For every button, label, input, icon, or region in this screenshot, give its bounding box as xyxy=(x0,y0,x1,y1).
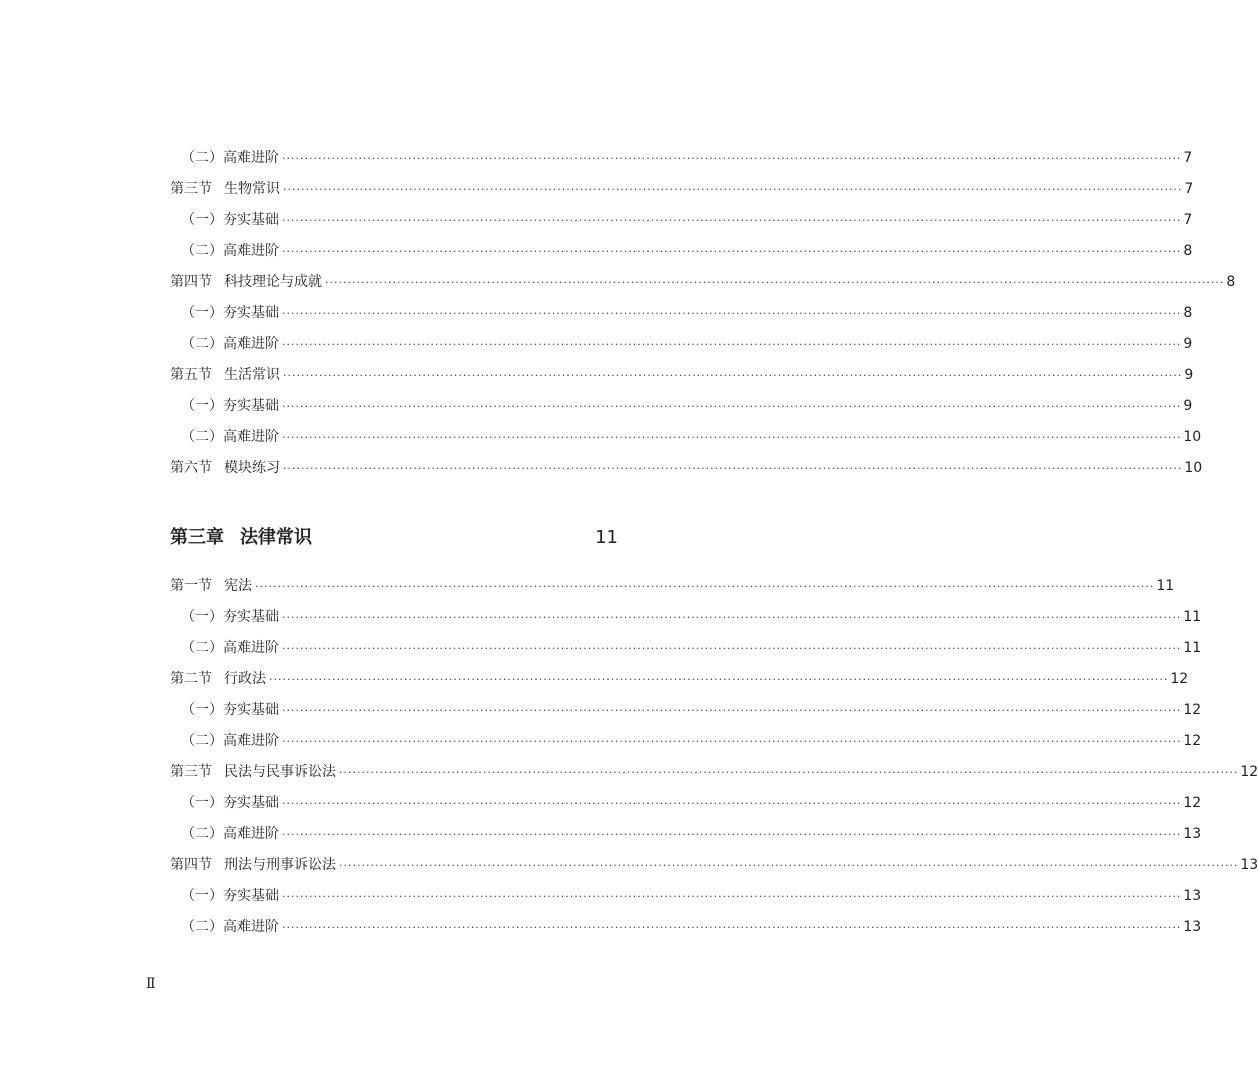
toc-subentry[interactable] xyxy=(170,788,1202,819)
toc-subentry[interactable] xyxy=(170,695,1202,726)
toc-page-number: 9 xyxy=(1183,398,1193,414)
dot-leader: ········································································································································································································ xyxy=(339,766,1239,779)
dot-leader: ········································································································································································································ xyxy=(282,338,1182,351)
toc-page-number: 11 xyxy=(1183,640,1202,656)
toc-entry-label: （二）高难进阶 xyxy=(181,826,279,842)
section-number: 第三节 xyxy=(170,181,212,197)
section-number: 第四节 xyxy=(170,274,212,290)
toc-entry-label: （一）夯实基础 xyxy=(181,702,279,718)
toc-section-entry[interactable] xyxy=(170,453,1203,484)
dot-leader: ········································································································································································································ xyxy=(282,400,1182,413)
dot-leader: ········································································································································································································ xyxy=(282,921,1182,934)
dot-leader: ········································································································································································································ xyxy=(282,214,1182,227)
toc-section-entry[interactable] xyxy=(170,174,1194,205)
section-number: 第一节 xyxy=(170,578,212,594)
toc-page-number: 12 xyxy=(1170,671,1189,687)
dot-leader: ········································································································································································································ xyxy=(282,735,1182,748)
section-title: 生物常识 xyxy=(224,181,280,197)
toc-entry-label xyxy=(170,850,336,881)
section-number: 第五节 xyxy=(170,367,212,383)
toc-entry-label: （一）夯实基础 xyxy=(181,398,279,414)
chapter-page-number: 11 xyxy=(595,527,618,548)
toc-page-number: 13 xyxy=(1183,919,1202,935)
dot-leader: ········································································································································································································ xyxy=(339,859,1239,872)
toc-section-entry[interactable] xyxy=(170,850,1258,881)
toc-subentry[interactable] xyxy=(170,819,1202,850)
dot-leader: ········································································································································································································ xyxy=(282,152,1182,165)
toc-section-entry[interactable] xyxy=(170,267,1236,298)
toc-entry-label: （一）夯实基础 xyxy=(181,212,279,228)
toc-page-number: 11 xyxy=(1156,578,1175,594)
dot-leader: ········································································································································································································ xyxy=(282,431,1182,444)
toc-entry-label xyxy=(170,174,280,205)
toc-page-number: 10 xyxy=(1184,460,1203,476)
folio: Ⅱ xyxy=(146,977,156,992)
toc-section-entry[interactable] xyxy=(170,664,1189,695)
dot-leader: ········································································································································································································ xyxy=(325,276,1225,289)
dot-leader: ········································································································································································································ xyxy=(282,611,1182,624)
toc-page-number: 9 xyxy=(1184,367,1194,383)
toc-page-number: 8 xyxy=(1183,243,1193,259)
section-title: 生活常识 xyxy=(224,367,280,383)
toc-entry-label xyxy=(170,664,266,695)
toc-subentry[interactable] xyxy=(170,143,1193,174)
dot-leader: ········································································································································································································ xyxy=(283,183,1183,196)
dot-leader: ········································································································································································································ xyxy=(282,642,1182,655)
dot-leader: ········································································································································································································ xyxy=(282,890,1182,903)
toc-entry-label xyxy=(170,757,336,788)
toc-entry-label: （二）高难进阶 xyxy=(181,336,279,352)
toc-subentry[interactable] xyxy=(170,236,1193,267)
section-title: 行政法 xyxy=(224,671,266,687)
dot-leader: ········································································································································································································ xyxy=(282,828,1182,841)
toc-page-number: 10 xyxy=(1183,429,1202,445)
toc-subentry[interactable] xyxy=(170,633,1202,664)
toc-page-number: 12 xyxy=(1183,733,1202,749)
section-number: 第三节 xyxy=(170,764,212,780)
section-title: 刑法与刑事诉讼法 xyxy=(224,857,336,873)
dot-leader: ········································································································································································································ xyxy=(282,797,1182,810)
dot-leader: ········································································································································································································ xyxy=(255,580,1155,593)
toc-subentry[interactable] xyxy=(170,205,1193,236)
dot-leader: ········································································································································································································ xyxy=(283,462,1183,475)
toc-subentry[interactable] xyxy=(170,329,1193,360)
toc-page-number: 12 xyxy=(1240,764,1258,780)
toc-subentry[interactable] xyxy=(170,602,1202,633)
toc-entry-label xyxy=(170,360,280,391)
toc-entry-label: （一）夯实基础 xyxy=(181,305,279,321)
toc-entry-label xyxy=(170,453,280,484)
section-title: 宪法 xyxy=(224,578,252,594)
toc-entry-label: （一）夯实基础 xyxy=(181,609,279,625)
dot-leader: ········································································································································································································ xyxy=(282,704,1182,717)
toc-entry-label xyxy=(170,571,252,602)
toc-page-number: 8 xyxy=(1226,274,1236,290)
toc-entry-label: （二）高难进阶 xyxy=(181,919,279,935)
toc-page-number: 11 xyxy=(1183,609,1202,625)
toc-entry-label xyxy=(170,267,322,298)
toc-page-number: 8 xyxy=(1183,305,1193,321)
toc-page-number: 7 xyxy=(1183,150,1193,166)
toc-entry-label: （二）高难进阶 xyxy=(181,640,279,656)
dot-leader: ········································································································································································································ xyxy=(283,369,1183,382)
toc-entry-label: （二）高难进阶 xyxy=(181,243,279,259)
toc-entry-label: （一）夯实基础 xyxy=(181,888,279,904)
section-number: 第四节 xyxy=(170,857,212,873)
toc-page-number: 13 xyxy=(1240,857,1258,873)
section-title: 民法与民事诉讼法 xyxy=(224,764,336,780)
toc-page-number: 7 xyxy=(1183,212,1193,228)
section-title: 模块练习 xyxy=(224,460,280,476)
toc-list-bottom xyxy=(170,571,1258,943)
dot-leader: ········································································································································································································ xyxy=(269,673,1169,686)
toc-subentry[interactable] xyxy=(170,298,1193,329)
toc-list-top xyxy=(170,143,1236,484)
chapter-title-group xyxy=(170,522,312,554)
toc-page-number: 12 xyxy=(1183,795,1202,811)
toc-page-number: 7 xyxy=(1184,181,1194,197)
section-number: 第二节 xyxy=(170,671,212,687)
toc-entry-label: （二）高难进阶 xyxy=(181,150,279,166)
toc-page-number: 12 xyxy=(1183,702,1202,718)
toc-page-number: 9 xyxy=(1183,336,1193,352)
toc-entry-label: （一）夯实基础 xyxy=(181,795,279,811)
toc-subentry[interactable] xyxy=(170,422,1202,453)
toc-subentry[interactable] xyxy=(170,912,1202,943)
section-title: 科技理论与成就 xyxy=(224,274,322,290)
toc-section-entry[interactable] xyxy=(170,757,1258,788)
toc-page-number: 13 xyxy=(1183,888,1202,904)
toc-subentry[interactable] xyxy=(170,881,1202,912)
toc-entry-label: （二）高难进阶 xyxy=(181,733,279,749)
chapter-number: 第三章 xyxy=(170,527,224,548)
toc-subentry[interactable] xyxy=(170,726,1202,757)
toc-subentry[interactable] xyxy=(170,391,1193,422)
chapter-title: 法律常识 xyxy=(240,527,312,548)
section-number: 第六节 xyxy=(170,460,212,476)
dot-leader: ········································································································································································································ xyxy=(282,245,1182,258)
dot-leader: ········································································································································································································ xyxy=(282,307,1182,320)
toc-section-entry[interactable] xyxy=(170,360,1194,391)
chapter-heading[interactable] xyxy=(170,522,618,554)
toc-section-entry[interactable] xyxy=(170,571,1175,602)
toc-entry-label: （二）高难进阶 xyxy=(181,429,279,445)
toc-page-number: 13 xyxy=(1183,826,1202,842)
